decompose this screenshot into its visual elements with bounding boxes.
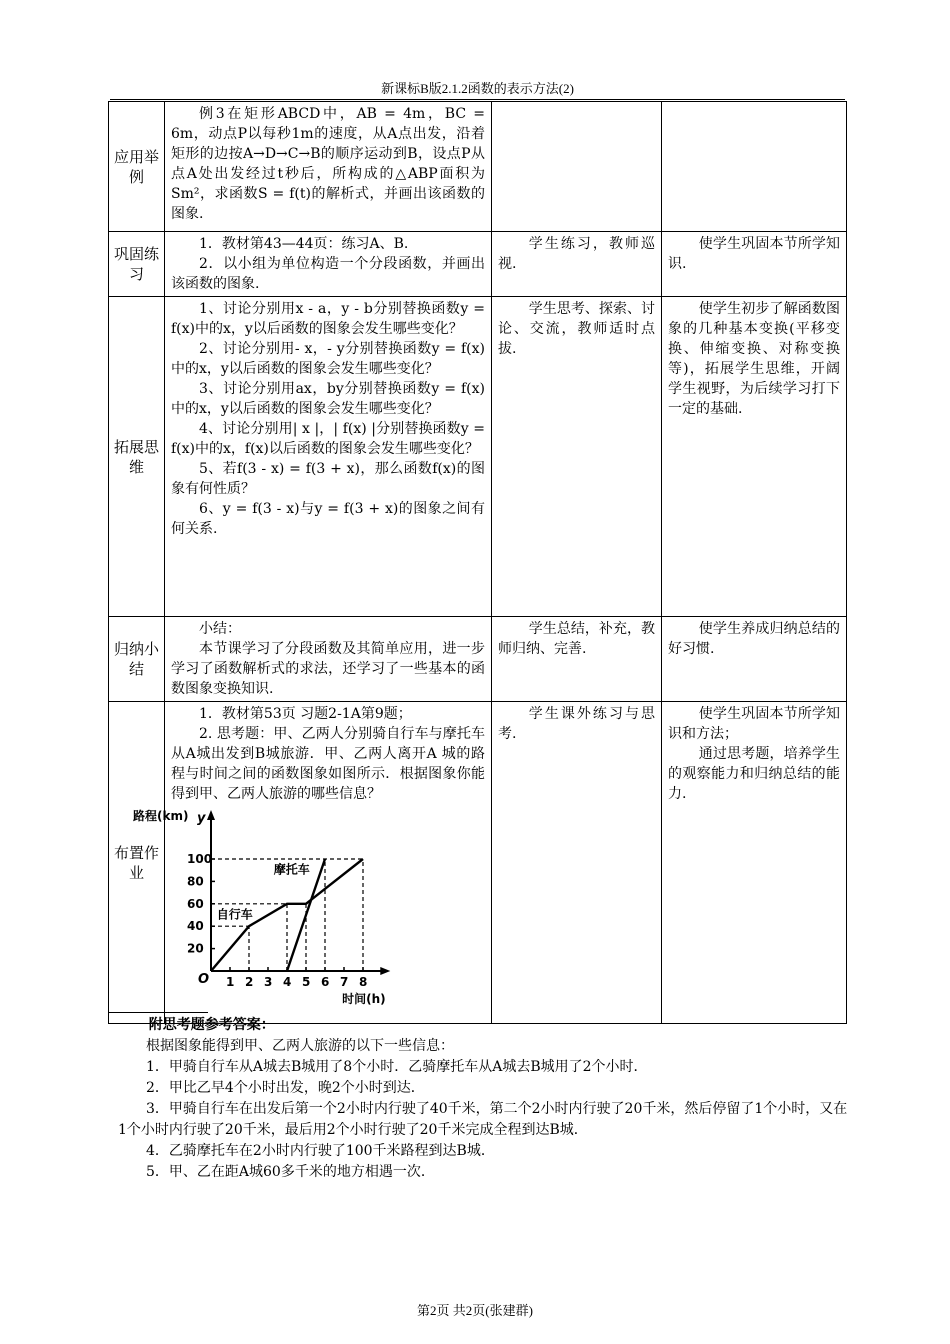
y-axis-arrow xyxy=(207,810,215,820)
answer-line: 5．甲、乙在距A城60多千米的地方相遇一次． xyxy=(146,1164,435,1180)
x-axis-arrow xyxy=(380,967,390,975)
table-row xyxy=(109,702,847,1024)
content-paragraph: 小结： xyxy=(199,621,241,637)
intent-paragraph: 使学生巩固本节所学知识和方法； xyxy=(668,706,840,742)
content-paragraph: 1、讨论分别用x - a，y - b分别替换函数y = f(x)中的x，y以后函数的图象会发生哪些变化？ xyxy=(171,301,485,337)
answer-line: 3．甲骑自行车在出发后第一个2小时内行驶了40千米，第二个2小时内行驶了20千米，然后停留了1个小时，又在1个小时内行驶了20千米，最后用2个小时行驶了20千米完成全程到达B城． xyxy=(118,1101,848,1138)
stage-cell: 应用举例 xyxy=(109,102,165,232)
table-row xyxy=(109,102,847,232)
x-tick-label: 7 xyxy=(340,975,349,989)
activity-paragraph: 学生总结，补充，教师归纳、完善. xyxy=(498,621,655,657)
y-tick-label: 60 xyxy=(187,896,204,911)
table-row xyxy=(109,232,847,297)
answer-line: 2．甲比乙早4个小时出发，晚2个小时到达． xyxy=(146,1080,425,1096)
x-tick-label: 3 xyxy=(264,975,273,989)
page-footer: 第2页 共2页(张建群) xyxy=(417,1303,533,1318)
table-row xyxy=(109,617,847,702)
content-paragraph: 2、讨论分别用- x，- y分别替换函数y = f(x)中的x，y以后函数的图象会发生哪些变化？ xyxy=(171,341,485,377)
answer-line: 1．甲骑自行车从A城去B城用了8个小时．乙骑摩托车从A城去B城用了2个小时． xyxy=(146,1059,648,1075)
intent-paragraph: 使学生养成归纳总结的好习惯. xyxy=(668,621,840,657)
content-paragraph: 5、若f(3 - x) = f(3 + x)，那么函数f(x)的图象有何性质？ xyxy=(171,461,485,497)
lesson-plan-table xyxy=(108,101,847,1024)
x-tick-label: 4 xyxy=(283,975,292,989)
series-label-1: 自行车 xyxy=(216,907,253,922)
intent-cell xyxy=(662,102,847,232)
intent-cell xyxy=(662,297,847,617)
x-tick-label: 1 xyxy=(226,975,235,989)
content-cell xyxy=(165,102,492,232)
answers-divider xyxy=(108,1012,208,1013)
answer-line: 根据图象能得到甲、乙两人旅游的以下一些信息： xyxy=(146,1038,454,1054)
content-paragraph: 6、y = f(3 - x)与y = f(3 + x)的图象之间有何关系. xyxy=(171,501,485,537)
y-tick-label: 40 xyxy=(187,919,204,934)
y-axis-symbol: y xyxy=(197,811,206,826)
y-tick-label: 80 xyxy=(187,874,204,889)
content-paragraph: 1．教材第53页 习题2-1A第9题； xyxy=(199,706,412,722)
x-axis-label: 时间(h) xyxy=(342,992,386,1006)
table-row xyxy=(109,297,847,617)
content-cell xyxy=(165,617,492,702)
content-paragraph: 4、讨论分别用| x |，| f(x) |分别替换函数y = f(x)中的x，f(x)以后函数的图象会发生哪些变化？ xyxy=(171,421,485,457)
stage-cell: 拓展思维 xyxy=(109,297,165,617)
activity-paragraph: 学生思考、探索、讨论、交流，教师适时点拔. xyxy=(498,301,655,357)
y-tick-label: 20 xyxy=(187,941,204,956)
answers-title: 附思考题参考答案： xyxy=(148,1017,275,1033)
content-cell xyxy=(165,297,492,617)
stage-cell: 布置作业 xyxy=(109,702,165,1024)
intent-cell xyxy=(662,232,847,297)
activity-cell xyxy=(492,232,662,297)
intent-cell xyxy=(662,702,847,1024)
origin-label: O xyxy=(198,972,210,987)
x-tick-label: 8 xyxy=(359,975,368,989)
intent-paragraph: 使学生巩固本节所学知识. xyxy=(668,236,840,272)
content-paragraph: 本节课学习了分段函数及其简单应用，进一步学习了函数解析式的求法，还学习了一些基本的函数图象变换知识. xyxy=(171,641,485,697)
x-tick-label: 2 xyxy=(245,975,254,989)
stage-cell: 巩固练习 xyxy=(109,232,165,297)
activity-cell xyxy=(492,102,662,232)
activity-cell xyxy=(492,617,662,702)
content-cell xyxy=(165,232,492,297)
intent-cell xyxy=(662,617,847,702)
content-paragraph: 1．教材第43—44页：练习A、B. xyxy=(199,236,409,252)
stage-cell: 归纳小结 xyxy=(109,617,165,702)
activity-paragraph: 学生练习，教师巡视. xyxy=(498,236,655,272)
answer-line: 4．乙骑摩托车在2小时内行驶了100千米路程到达B城． xyxy=(146,1143,495,1159)
activity-cell xyxy=(492,702,662,1024)
answers-section xyxy=(118,1015,848,1183)
x-tick-label: 6 xyxy=(321,975,330,989)
activity-paragraph: 学生课外练习与思考. xyxy=(498,706,655,742)
y-tick-label: 100 xyxy=(187,852,213,866)
intent-paragraph: 通过思考题，培养学生的观察能力和归纳总结的能力. xyxy=(668,746,840,802)
header-rule xyxy=(110,99,845,100)
x-tick-label: 5 xyxy=(302,975,311,989)
content-paragraph: 2. 思考题：甲、乙两人分别骑自行车与摩托车从A城出发到B城旅游．甲、乙两人离开A 城的路程与时间之间的函数图象如图所示．根据图象你能得到甲、乙两人旅游的哪些信息？ xyxy=(171,726,485,802)
y-axis-label: 路程(km) xyxy=(133,809,189,823)
content-paragraph: 3、讨论分别用ax，by分别替换函数y = f(x)中的x，y以后函数的图象会发生哪些变化？ xyxy=(171,381,485,417)
page-header: 新课标B版2.1.2函数的表示方法(2) xyxy=(381,81,574,96)
series-label-2: 摩托车 xyxy=(273,862,310,877)
intent-paragraph: 使学生初步了解函数图象的几种基本变换(平移变换、伸缩变换、对称变换等)，拓展学生思维，开阔学生视野，为后续学习打下一定的基础. xyxy=(668,301,840,417)
activity-cell xyxy=(492,297,662,617)
content-paragraph: 例3在矩形ABCD中，AB = 4m，BC = 6m，动点P以每秒1m的速度，从A点出发，沿着矩形的边按A→D→C→B的顺序运动到B，设点P从点A处出发经过t秒后，所构成的△ABP面积为Sm²，求函数S = f(t)的解析式，并画出该函数的图象. xyxy=(171,106,485,222)
content-paragraph: 2．以小组为单位构造一个分段函数，并画出该函数的图象. xyxy=(171,256,485,292)
